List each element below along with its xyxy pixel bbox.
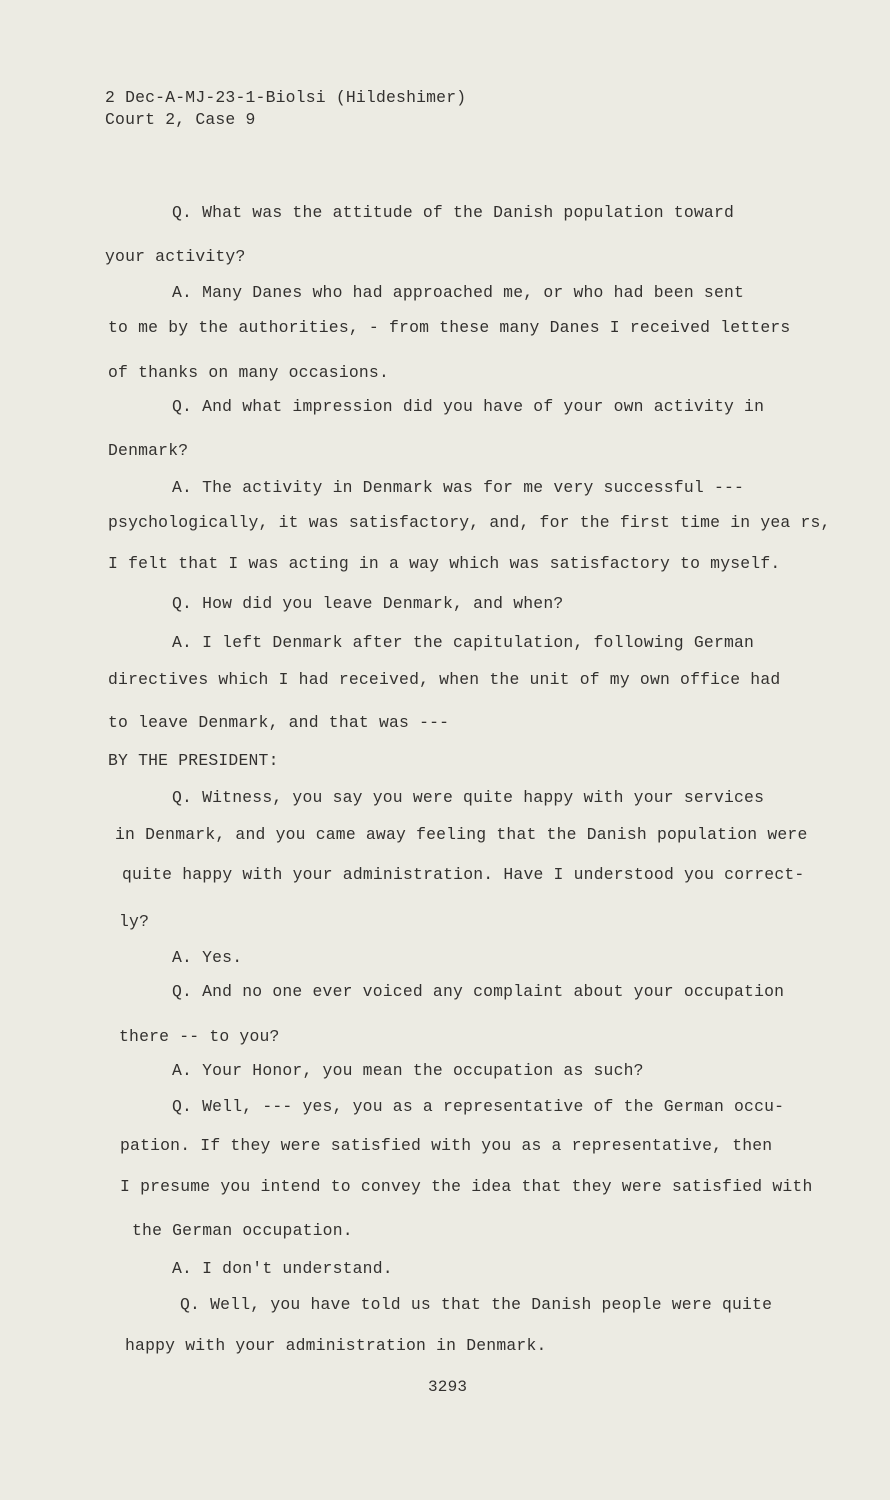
transcript-line: Q. Well, --- yes, you as a representative of the German occu-	[172, 1097, 785, 1116]
transcript-line: Q. Witness, you say you were quite happy with your services	[172, 788, 765, 807]
page-number: 3293	[428, 1378, 468, 1396]
transcript-line: Q. What was the attitude of the Danish population toward	[172, 203, 735, 222]
transcript-line: A. I don't understand.	[172, 1259, 393, 1278]
transcript-line: I felt that I was acting in a way which was satisfactory to myself.	[108, 554, 781, 573]
transcript-line: the German occupation.	[132, 1221, 353, 1240]
transcript-line: in Denmark, and you came away feeling that the Danish population were	[115, 825, 808, 844]
transcript-line: A. The activity in Denmark was for me very successful ---	[172, 478, 745, 497]
transcript-line: A. Yes.	[172, 948, 243, 967]
transcript-line: A. I left Denmark after the capitulation, following German	[172, 633, 755, 652]
speaker-heading: BY THE PRESIDENT:	[108, 751, 279, 770]
transcript-line: of thanks on many occasions.	[108, 363, 390, 382]
transcript-line: to leave Denmark, and that was ---	[108, 713, 450, 732]
transcript-line: quite happy with your administration. Have I understood you correct-	[122, 865, 805, 884]
transcript-line: Denmark?	[108, 441, 189, 460]
transcript-line: psychologically, it was satisfactory, and, for the first time in yea rs,	[108, 513, 831, 532]
transcript-line: happy with your administration in Denmark.	[125, 1336, 547, 1355]
transcript-line: Q. And what impression did you have of your own activity in	[172, 397, 765, 416]
transcript-line: A. Your Honor, you mean the occupation as such?	[172, 1061, 644, 1080]
transcript-line: Q. How did you leave Denmark, and when?	[172, 594, 564, 613]
transcript-line: I presume you intend to convey the idea that they were satisfied with	[120, 1177, 813, 1196]
transcript-line: A. Many Danes who had approached me, or who had been sent	[172, 283, 745, 302]
transcript-line: to me by the authorities, - from these many Danes I received letters	[108, 318, 791, 337]
transcript-line: directives which I had received, when the unit of my own office had	[108, 670, 781, 689]
document-reference: 2 Dec-A-MJ-23-1-Biolsi (Hildeshimer)	[105, 88, 467, 107]
transcript-line: ly?	[119, 912, 150, 931]
transcript-line: pation. If they were satisfied with you as a representative, then	[120, 1136, 773, 1155]
transcript-line: there -- to you?	[119, 1027, 280, 1046]
transcript-line: Q. Well, you have told us that the Danish people were quite	[180, 1295, 773, 1314]
transcript-line: your activity?	[105, 247, 246, 266]
court-case-label: Court 2, Case 9	[105, 110, 256, 129]
transcript-line: Q. And no one ever voiced any complaint about your occupation	[172, 982, 785, 1001]
